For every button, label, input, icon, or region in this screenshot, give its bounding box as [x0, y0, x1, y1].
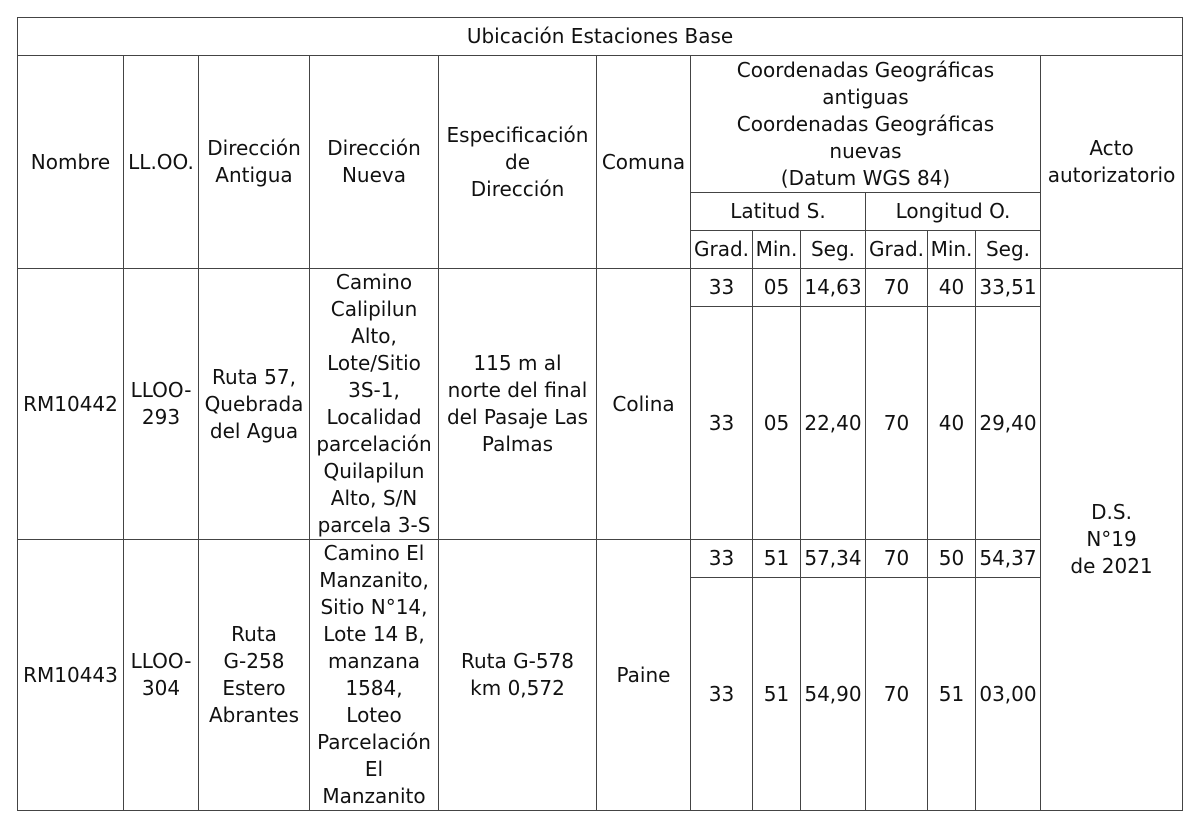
header-acto: Acto autorizatorio — [1041, 56, 1183, 269]
header-lon-grad: Grad. — [866, 231, 928, 269]
cell-lon-min-old: 50 — [928, 540, 976, 578]
header-especificacion: Especificación de Dirección — [439, 56, 597, 269]
cell-nombre: RM10443 — [18, 540, 124, 811]
cell-lon-min-new: 51 — [928, 578, 976, 811]
header-comuna: Comuna — [597, 56, 691, 269]
header-lat-seg: Seg. — [801, 231, 866, 269]
cell-lat-grad-old: 33 — [691, 540, 753, 578]
cell-lat-grad-old: 33 — [691, 269, 753, 307]
header-coordenadas: Coordenadas Geográficas antiguas Coordenadas Geográficas nuevas (Datum WGS 84) — [691, 56, 1041, 193]
cell-lat-min-new: 05 — [753, 307, 801, 540]
cell-lat-min-new: 51 — [753, 578, 801, 811]
cell-direccion-antigua: Ruta 57, Quebrada del Agua — [199, 269, 310, 540]
cell-lat-seg-old: 57,34 — [801, 540, 866, 578]
cell-lat-seg-new: 22,40 — [801, 307, 866, 540]
cell-lat-seg-old: 14,63 — [801, 269, 866, 307]
cell-lat-min-old: 51 — [753, 540, 801, 578]
estaciones-base-table — [17, 17, 1183, 811]
cell-comuna: Colina — [597, 269, 691, 540]
cell-nombre: RM10442 — [18, 269, 124, 540]
cell-comuna: Paine — [597, 540, 691, 811]
cell-lon-seg-new: 03,00 — [976, 578, 1041, 811]
header-lon-min: Min. — [928, 231, 976, 269]
header-lat-grad: Grad. — [691, 231, 753, 269]
table-title: Ubicación Estaciones Base — [18, 18, 1183, 56]
header-nombre: Nombre — [18, 56, 124, 269]
cell-lat-grad-new: 33 — [691, 307, 753, 540]
cell-acto: D.S. N°19 de 2021 — [1041, 269, 1183, 811]
cell-lon-grad-new: 70 — [866, 578, 928, 811]
header-direccion-antigua: Dirección Antigua — [199, 56, 310, 269]
cell-lon-grad-old: 70 — [866, 540, 928, 578]
cell-lloo: LLOO- 293 — [124, 269, 199, 540]
header-lat-min: Min. — [753, 231, 801, 269]
cell-lloo: LLOO- 304 — [124, 540, 199, 811]
cell-lon-seg-new: 29,40 — [976, 307, 1041, 540]
cell-lon-grad-old: 70 — [866, 269, 928, 307]
cell-lon-min-new: 40 — [928, 307, 976, 540]
cell-lat-seg-new: 54,90 — [801, 578, 866, 811]
cell-lon-seg-old: 54,37 — [976, 540, 1041, 578]
cell-especificacion: Ruta G-578 km 0,572 — [439, 540, 597, 811]
header-latitud: Latitud S. — [691, 193, 866, 231]
cell-especificacion: 115 m al norte del final del Pasaje Las Palmas — [439, 269, 597, 540]
header-lloo: LL.OO. — [124, 56, 199, 269]
cell-lon-seg-old: 33,51 — [976, 269, 1041, 307]
header-longitud: Longitud O. — [866, 193, 1041, 231]
header-lon-seg: Seg. — [976, 231, 1041, 269]
cell-lat-min-old: 05 — [753, 269, 801, 307]
cell-lon-min-old: 40 — [928, 269, 976, 307]
cell-lat-grad-new: 33 — [691, 578, 753, 811]
cell-lon-grad-new: 70 — [866, 307, 928, 540]
header-direccion-nueva: Dirección Nueva — [310, 56, 439, 269]
cell-direccion-nueva: Camino Calipilun Alto, Lote/Sitio 3S-1, Localidad parcelación Quilapilun Alto, S/N parcela 3-S — [310, 269, 439, 540]
cell-direccion-nueva: Camino El Manzanito, Sitio N°14, Lote 14 B, manzana 1584, Loteo Parcelación El Manzanito — [310, 540, 439, 811]
cell-direccion-antigua: Ruta G-258 Estero Abrantes — [199, 540, 310, 811]
